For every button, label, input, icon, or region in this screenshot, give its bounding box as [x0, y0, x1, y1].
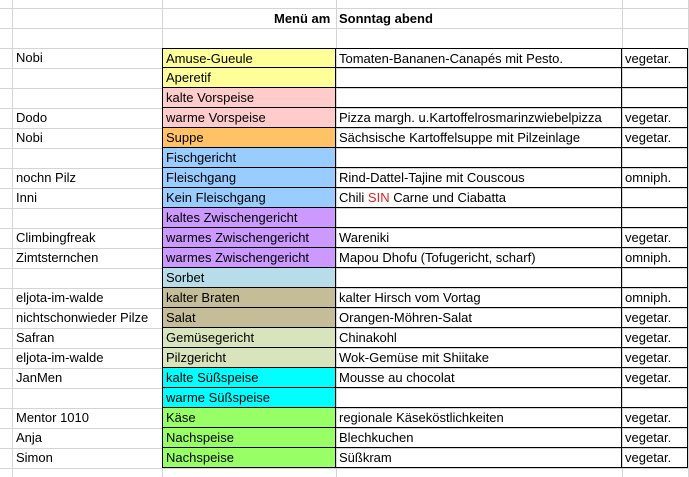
diet-cell[interactable]: vegetar.	[622, 108, 688, 128]
table-row	[0, 168, 689, 188]
diet-cell[interactable]: vegetar.	[622, 448, 688, 468]
diet-cell[interactable]: omniph.	[622, 288, 688, 308]
diet-cell[interactable]	[622, 208, 688, 228]
diet-cell[interactable]: vegetar.	[622, 48, 688, 68]
table-row	[0, 68, 689, 88]
name-cell[interactable]: Simon	[16, 450, 53, 465]
dish-cell[interactable]	[336, 388, 622, 408]
dish-cell[interactable]: kalter Hirsch vom Vortag	[336, 288, 622, 308]
diet-cell[interactable]	[622, 68, 688, 88]
name-cell[interactable]	[13, 268, 161, 288]
name-cell[interactable]: Climbingfreak	[16, 230, 96, 245]
diet-cell[interactable]: vegetar.	[622, 308, 688, 328]
dish-cell[interactable]: Tomaten-Bananen-Canapés mit Pesto.	[336, 48, 622, 68]
dish-cell[interactable]: Mapou Dhofu (Tofugericht, scharf)	[336, 248, 622, 268]
course-cell[interactable]: Kein Fleischgang	[162, 188, 336, 208]
name-cell[interactable]: Safran	[16, 330, 55, 345]
course-cell[interactable]: Salat	[162, 308, 336, 328]
diet-cell[interactable]	[622, 388, 688, 408]
dish-cell[interactable]: Wok-Gemüse mit Shiitake	[336, 348, 622, 368]
table-row	[0, 248, 689, 268]
course-cell[interactable]: warmes Zwischengericht	[162, 248, 336, 268]
course-cell[interactable]: warmes Zwischengericht	[162, 228, 336, 248]
diet-cell[interactable]: vegetar.	[622, 348, 688, 368]
diet-cell[interactable]	[622, 268, 688, 288]
diet-cell[interactable]	[622, 188, 688, 208]
table-row	[0, 128, 689, 148]
dish-cell[interactable]: regionale Käseköstlichkeiten	[336, 408, 622, 428]
dish-cell[interactable]	[336, 208, 622, 228]
course-cell[interactable]: Nachspeise	[162, 428, 336, 448]
dish-cell[interactable]	[336, 88, 622, 108]
dish-cell[interactable]	[336, 268, 622, 288]
dish-cell[interactable]: Orangen-Möhren-Salat	[336, 308, 622, 328]
name-cell[interactable]: eljota-im-walde	[16, 290, 104, 305]
course-cell[interactable]: kalter Braten	[162, 288, 336, 308]
dish-cell[interactable]: Süßkram	[336, 448, 622, 468]
course-cell[interactable]: Nachspeise	[162, 448, 336, 468]
table-row	[0, 188, 689, 208]
diet-cell[interactable]: vegetar.	[622, 428, 688, 448]
name-cell[interactable]: eljota-im-walde	[16, 350, 104, 365]
name-cell[interactable]	[13, 68, 161, 88]
diet-cell[interactable]: vegetar.	[622, 408, 688, 428]
row-gridline	[0, 468, 689, 469]
name-cell[interactable]: Dodo	[16, 110, 48, 125]
name-cell[interactable]	[13, 88, 161, 108]
table-row	[0, 428, 689, 448]
table-row	[0, 308, 689, 328]
dish-cell[interactable]: Wareniki	[336, 228, 622, 248]
dish-cell[interactable]: Blechkuchen	[336, 428, 622, 448]
diet-cell[interactable]	[622, 148, 688, 168]
table-row	[0, 448, 689, 468]
dish-cell[interactable]: Pizza margh. u.Kartoffelrosmarinzwiebelpizza	[336, 108, 622, 128]
table-row	[0, 288, 689, 308]
table-row	[0, 328, 689, 348]
name-cell[interactable]	[13, 148, 161, 168]
course-cell[interactable]: Gemüsegericht	[162, 328, 336, 348]
dish-cell[interactable]	[336, 188, 622, 208]
name-cell[interactable]: Nobi	[16, 130, 43, 145]
name-cell[interactable]: nochn Pilz	[16, 170, 76, 185]
name-cell[interactable]: Inni	[16, 190, 37, 205]
dish-cell[interactable]: Rind-Dattel-Tajine mit Couscous	[336, 168, 622, 188]
course-cell[interactable]: Aperetif	[162, 68, 336, 88]
dish-cell[interactable]: Sächsische Kartoffelsuppe mit Pilzeinlage	[336, 128, 622, 148]
diet-cell[interactable]: vegetar.	[622, 128, 688, 148]
table-row	[0, 208, 689, 228]
course-cell[interactable]: kaltes Zwischengericht	[162, 208, 336, 228]
diet-cell[interactable]	[622, 88, 688, 108]
table-row	[0, 108, 689, 128]
dish-text: Carne und Ciabatta	[389, 190, 506, 205]
dish-text: Chili	[339, 190, 368, 205]
name-cell[interactable]	[13, 208, 161, 228]
table-row	[0, 48, 689, 68]
table-row	[0, 148, 689, 168]
diet-cell[interactable]: vegetar.	[622, 228, 688, 248]
course-cell[interactable]: Sorbet	[162, 268, 336, 288]
table-row	[0, 268, 689, 288]
table-row	[0, 88, 689, 108]
table-row	[0, 368, 689, 388]
course-cell[interactable]: Amuse-Gueule	[162, 48, 336, 68]
course-cell[interactable]: Käse	[162, 408, 336, 428]
name-cell[interactable]: Nobi	[16, 50, 43, 65]
name-cell[interactable]: Anja	[16, 430, 43, 445]
course-cell[interactable]: kalte Süßspeise	[162, 368, 336, 388]
course-cell[interactable]: Fischgericht	[162, 148, 336, 168]
course-cell[interactable]: kalte Vorspeise	[162, 88, 336, 108]
name-cell[interactable]: JanMen	[16, 370, 63, 385]
dish-cell[interactable]: Mousse au chocolat	[336, 368, 622, 388]
dish-cell[interactable]	[336, 148, 622, 168]
course-cell[interactable]: warme Vorspeise	[162, 108, 336, 128]
name-cell[interactable]: Mentor 1010	[16, 410, 89, 425]
diet-cell[interactable]: omniph.	[622, 168, 688, 188]
table-row	[0, 408, 689, 428]
title-left-cell[interactable]: Menü am	[274, 11, 331, 26]
course-cell[interactable]: Fleischgang	[162, 168, 336, 188]
diet-cell[interactable]: omniph.	[622, 248, 688, 268]
course-cell[interactable]: Suppe	[162, 128, 336, 148]
title-right-cell[interactable]: Sonntag abend	[339, 11, 433, 26]
diet-cell[interactable]: vegetar.	[622, 368, 688, 388]
dish-cell[interactable]: Chinakohl	[336, 328, 622, 348]
course-cell[interactable]: warme Süßspeise	[162, 388, 336, 408]
dish-cell[interactable]	[336, 68, 622, 88]
course-cell[interactable]: Pilzgericht	[162, 348, 336, 368]
table-row	[0, 388, 689, 408]
name-cell[interactable]: nichtschonwieder Pilze	[16, 310, 149, 325]
dish-highlight-text: SIN	[367, 190, 390, 205]
name-cell[interactable]	[13, 388, 161, 408]
table-row	[0, 348, 689, 368]
diet-cell[interactable]: vegetar.	[622, 328, 688, 348]
table-row	[0, 228, 689, 248]
name-cell[interactable]: Zimtsternchen	[16, 250, 99, 265]
